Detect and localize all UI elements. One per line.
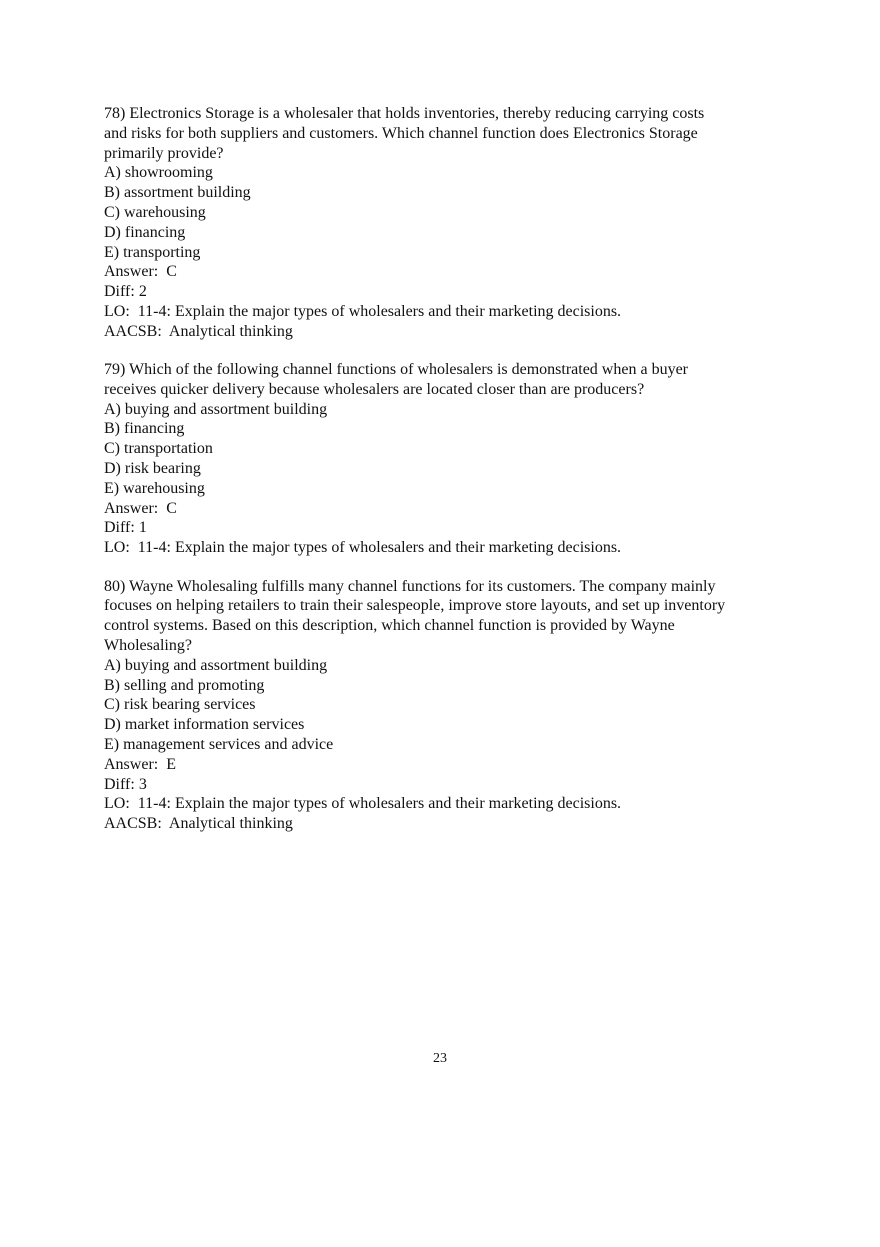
- question-80-stem-line-2: focuses on helping retailers to train their salespeople, improve store layouts, and set up inventory: [104, 597, 726, 615]
- question-78-stem-line-3: primarily provide?: [104, 144, 224, 162]
- question-79: [104, 360, 784, 558]
- question-79-stem-line-2: receives quicker delivery because wholesalers are located closer than are producers?: [104, 380, 645, 398]
- question-78-learning-objective: LO: 11-4: Explain the major types of wholesalers and their marketing decisions.: [104, 302, 622, 320]
- question-80-aacsb: AACSB: Analytical thinking: [104, 815, 293, 833]
- question-79-answer: Answer: C: [104, 499, 177, 517]
- question-80: [104, 577, 784, 834]
- page-number: 23: [433, 1051, 447, 1066]
- question-78: [104, 104, 784, 342]
- question-80-option-a: A) buying and assortment building: [104, 656, 328, 674]
- question-79-option-e: E) warehousing: [104, 479, 205, 497]
- question-78-option-b: B) assortment building: [104, 184, 251, 202]
- question-80-option-e: E) management services and advice: [104, 735, 334, 753]
- question-78-difficulty: Diff: 2: [104, 283, 147, 301]
- question-80-stem-line-4: Wholesaling?: [104, 636, 192, 654]
- question-79-option-d: D) risk bearing: [104, 460, 201, 478]
- question-78-stem-line-1: 78) Electronics Storage is a wholesaler that holds inventories, thereby reducing carrying costs: [104, 105, 705, 122]
- document-page: [104, 104, 784, 852]
- question-80-learning-objective: LO: 11-4: Explain the major types of wholesalers and their marketing decisions.: [104, 795, 622, 813]
- question-78-answer: Answer: C: [104, 263, 177, 281]
- question-78-option-c: C) warehousing: [104, 203, 206, 221]
- question-79-difficulty: Diff: 1: [104, 519, 147, 537]
- question-80-stem-line-3: control systems. Based on this description, which channel function is provided by Wayne: [104, 617, 675, 635]
- question-78-option-d: D) financing: [104, 223, 186, 241]
- question-79-learning-objective: LO: 11-4: Explain the major types of wholesalers and their marketing decisions.: [104, 539, 622, 557]
- question-80-option-d: D) market information services: [104, 716, 305, 734]
- question-80-option-b: B) selling and promoting: [104, 676, 265, 694]
- question-79-option-c: C) transportation: [104, 440, 213, 458]
- question-78-stem-line-2: and risks for both suppliers and customers. Which channel function does Electronics Storage: [104, 124, 698, 142]
- question-79-stem-line-1: 79) Which of the following channel functions of wholesalers is demonstrated when a buyer: [104, 361, 688, 379]
- question-79-option-a: A) buying and assortment building: [104, 400, 328, 418]
- question-80-stem-line-1: 80) Wayne Wholesaling fulfills many channel functions for its customers. The company mainly: [104, 577, 716, 595]
- question-78-aacsb: AACSB: Analytical thinking: [104, 322, 293, 340]
- question-78-option-a: A) showrooming: [104, 164, 213, 182]
- question-80-option-c: C) risk bearing services: [104, 696, 256, 714]
- question-79-option-b: B) financing: [104, 420, 185, 438]
- question-78-option-e: E) transporting: [104, 243, 201, 261]
- question-80-answer: Answer: E: [104, 755, 176, 773]
- question-80-difficulty: Diff: 3: [104, 775, 147, 793]
